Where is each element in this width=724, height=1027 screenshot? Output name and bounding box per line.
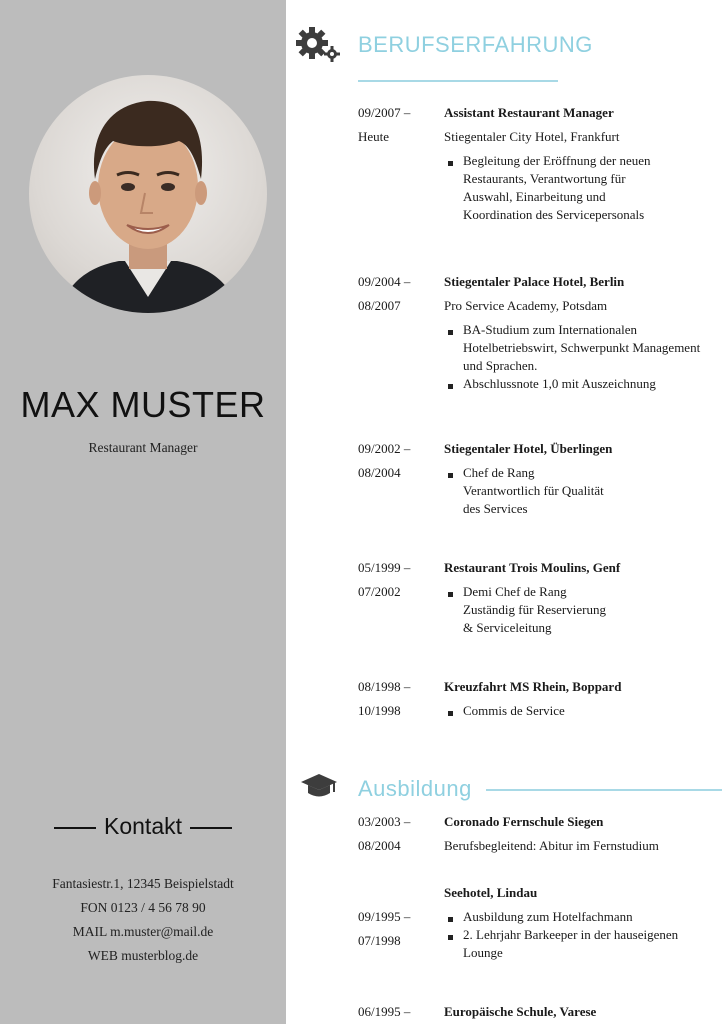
contact-mail[interactable]: MAIL m.muster@mail.de <box>72 924 214 939</box>
bullet-continuation: Koordination des Servicepersonals <box>463 207 645 222</box>
bullet-item: BA-Studium zum Internationalen <box>444 321 724 339</box>
contact-web[interactable]: WEB musterblog.de <box>87 948 199 963</box>
bullet-item: Ausbildung zum Hotelfachmann <box>444 908 724 926</box>
experience-title: BERUFSERFAHRUNG <box>358 32 593 57</box>
date-from: 09/2007 – <box>358 105 411 120</box>
bullet-continuation: Zuständig für Reservierung <box>463 602 606 617</box>
date-to: 08/2004 <box>358 465 401 480</box>
date-to: 10/1998 <box>358 703 401 718</box>
date-from: 09/2004 – <box>358 274 411 289</box>
bullet-continuation: Lounge <box>463 945 503 960</box>
experience-rule <box>358 80 558 82</box>
date-from: 06/1995 – <box>358 1004 411 1019</box>
bullet-continuation: Auswahl, Einarbeitung und <box>463 189 606 204</box>
date-to: 07/2002 <box>358 584 401 599</box>
sidebar <box>0 0 286 1024</box>
bullet-continuation: des Services <box>463 501 528 516</box>
bullet-continuation: Verantwortlich für Qualität <box>463 483 604 498</box>
entry-title: Kreuzfahrt MS Rhein, Boppard <box>444 679 622 694</box>
portrait-photo-icon <box>29 75 267 313</box>
bullet-item: 2. Lehrjahr Barkeeper in der hauseigenen <box>444 926 724 944</box>
gears-icon <box>296 27 342 63</box>
entry-title: Stiegentaler Hotel, Überlingen <box>444 441 613 456</box>
education-rule <box>486 789 722 791</box>
bullet-item: Chef de Rang <box>444 464 724 482</box>
bullet-item: Abschlussnote 1,0 mit Auszeichnung <box>444 375 724 393</box>
bullet-continuation: Hotelbetriebswirt, Schwerpunkt Management <box>463 340 701 355</box>
date-to: 08/2007 <box>358 298 401 313</box>
entry-subtitle: Pro Service Academy, Potsdam <box>444 298 608 313</box>
heading-rule-right <box>190 827 232 829</box>
date-from: 03/2003 – <box>358 814 411 829</box>
profile-name: MAX MUSTER <box>20 384 266 425</box>
bullet-item: Begleitung der Eröffnung der neuen <box>444 152 724 170</box>
date-from: 09/2002 – <box>358 441 411 456</box>
date-from: 09/1995 – <box>358 909 411 924</box>
contact-heading <box>0 813 286 840</box>
entry-title: Coronado Fernschule Siegen <box>444 814 604 829</box>
entry-title: Restaurant Trois Moulins, Genf <box>444 560 621 575</box>
education-title: Ausbildung <box>358 776 472 801</box>
date-to: 08/2004 <box>358 838 401 853</box>
heading-rule-left <box>54 827 96 829</box>
entry-title: Stiegentaler Palace Hotel, Berlin <box>444 274 625 289</box>
contact-details <box>0 874 286 970</box>
bullet-item: Commis de Service <box>444 702 724 720</box>
entry-subtitle: Berufsbegleitend: Abitur im Fernstudium <box>444 838 659 853</box>
date-from: 08/1998 – <box>358 679 411 694</box>
profile-role: Restaurant Manager <box>88 440 198 455</box>
date-to: 07/1998 <box>358 933 401 948</box>
date-to: Heute <box>358 129 390 144</box>
bullet-item: Demi Chef de Rang <box>444 583 724 601</box>
entry-title: Assistant Restaurant Manager <box>444 105 614 120</box>
entry-title: Europäische Schule, Varese <box>444 1004 597 1019</box>
bullet-continuation: Restaurants, Verantwortung für <box>463 171 626 186</box>
date-from: 05/1999 – <box>358 560 411 575</box>
contact-phone: FON 0123 / 4 56 78 90 <box>80 900 206 915</box>
contact-address: Fantasiestr.1, 12345 Beispielstadt <box>52 876 234 891</box>
graduation-cap-icon <box>300 772 338 800</box>
entry-subtitle: Stiegentaler City Hotel, Frankfurt <box>444 129 620 144</box>
bullet-continuation: und Sprachen. <box>463 358 538 373</box>
profile-photo <box>29 75 267 313</box>
entry-title: Seehotel, Lindau <box>444 885 538 900</box>
contact-heading-text: Kontakt <box>104 813 182 839</box>
bullet-continuation: & Serviceleitung <box>463 620 552 635</box>
